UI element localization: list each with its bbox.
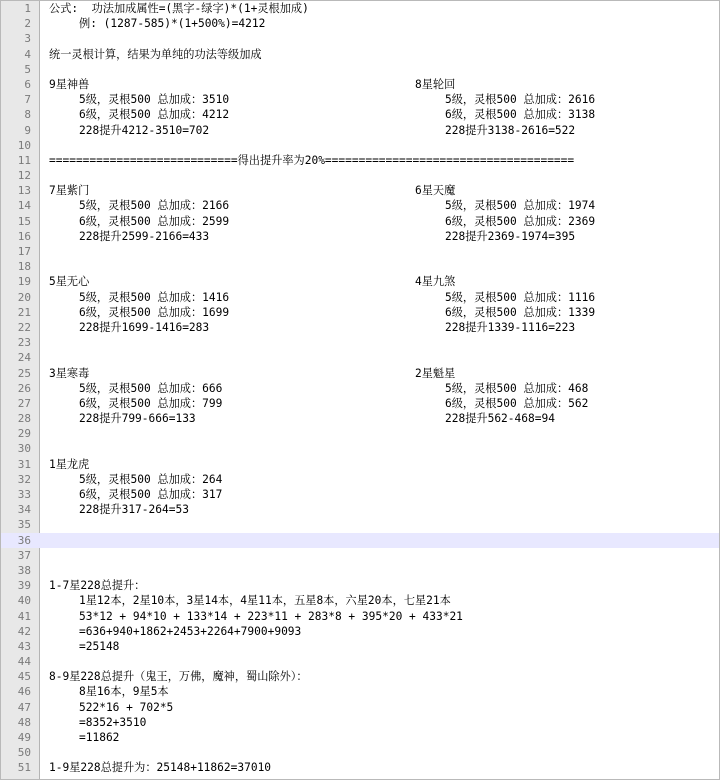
line-number: 7 [24, 93, 31, 107]
editor-line[interactable] [1, 639, 719, 654]
line-number: 24 [17, 351, 31, 365]
line-text: 8星16本，9星5本 [79, 685, 169, 699]
editor-line[interactable] [1, 715, 719, 730]
editor-line[interactable] [1, 168, 719, 183]
line-number: 20 [17, 290, 31, 304]
editor-line[interactable] [1, 214, 719, 229]
line-number: 31 [17, 457, 31, 471]
line-number: 30 [17, 442, 31, 456]
line-number: 22 [17, 320, 31, 334]
editor-line[interactable] [1, 441, 719, 456]
line-text: 5级，灵根500 总加成：3510 [79, 93, 230, 107]
line-number: 43 [17, 639, 31, 653]
line-text: 5级，灵根500 总加成：2166 [79, 199, 230, 213]
line-number: 17 [17, 245, 31, 258]
line-text: 6级，灵根500 总加成：799 [79, 396, 223, 410]
line-number: 19 [17, 275, 31, 289]
editor-line[interactable] [1, 548, 719, 563]
editor-line[interactable] [1, 609, 719, 624]
line-number: 39 [17, 579, 31, 593]
line-text: 6级，灵根500 总加成：1699 [79, 305, 230, 319]
editor-line[interactable] [1, 290, 719, 305]
line-text: 1星12本，2星10本，3星14本，4星11本，五星8本，六星20本，七星21本 [79, 594, 451, 608]
line-number: 27 [17, 396, 31, 410]
line-number: 35 [17, 518, 31, 532]
line-text: 6级，灵根500 总加成：3138 [445, 108, 596, 122]
line-text: 统一灵根计算，结果为单纯的功法等级加成 [49, 47, 262, 61]
line-number: 5 [24, 62, 31, 76]
line-number: 38 [17, 563, 31, 577]
line-number: 28 [17, 412, 31, 426]
editor-line[interactable] [1, 47, 719, 62]
line-text: 228提升3138-2616=522 [445, 123, 576, 137]
line-text: 5级，灵根500 总加成：468 [445, 381, 589, 395]
line-text: 6级，灵根500 总加成：1339 [445, 305, 596, 319]
current-line[interactable] [1, 533, 719, 548]
editor-line[interactable] [1, 62, 719, 77]
editor-line[interactable] [1, 396, 719, 411]
editor-line[interactable] [1, 274, 719, 289]
line-number: 16 [17, 229, 31, 243]
editor-line[interactable] [1, 654, 719, 669]
editor-line[interactable] [1, 578, 719, 593]
editor-line[interactable] [1, 593, 719, 608]
line-text: 6级，灵根500 总加成：4212 [79, 108, 230, 122]
line-text: 228提升317-264=53 [79, 503, 189, 517]
line-text: 2星魁星 [415, 366, 456, 380]
line-number: 9 [24, 123, 31, 137]
editor-line[interactable] [1, 381, 719, 396]
line-number: 12 [17, 169, 31, 183]
line-text: 228提升562-468=94 [445, 412, 555, 426]
line-text: 4星九煞 [415, 275, 456, 289]
line-number: 26 [17, 381, 31, 395]
editor-line[interactable] [1, 502, 719, 517]
line-number: 23 [17, 336, 31, 350]
line-text: 6级，灵根500 总加成：2369 [445, 214, 596, 228]
editor-line[interactable] [1, 77, 719, 92]
line-text: 5级，灵根500 总加成：1974 [445, 199, 596, 213]
line-text: 5级，灵根500 总加成：1116 [445, 290, 596, 304]
line-text: 522*16 + 702*5 [79, 700, 174, 714]
editor-line[interactable] [1, 138, 719, 153]
line-number: 25 [17, 366, 31, 380]
editor-line[interactable] [1, 411, 719, 426]
editor-line[interactable] [1, 1, 719, 16]
line-number: 32 [17, 472, 31, 486]
line-number: 42 [17, 624, 31, 638]
line-text: 3星寒毒 [49, 366, 90, 380]
line-number: 51 [17, 761, 31, 775]
line-text: =8352+3510 [79, 715, 147, 729]
line-number: 47 [17, 700, 31, 714]
line-number: 37 [17, 548, 31, 562]
editor-line[interactable] [1, 350, 719, 365]
line-number: 41 [17, 609, 31, 623]
editor-line[interactable] [1, 16, 719, 31]
line-text: 1-7星228总提升： [49, 579, 146, 593]
line-text: 8-9星228总提升（鬼王，万佛，魔神，蜀山除外）： [49, 670, 308, 684]
line-text: 6级，灵根500 总加成：562 [445, 396, 589, 410]
editor-line[interactable] [1, 517, 719, 532]
editor-line[interactable] [1, 563, 719, 578]
line-text: 公式: 功法加成属性=(黑字-绿字)*(1+灵根加成) [49, 2, 309, 15]
line-number: 2 [24, 17, 31, 31]
editor-line[interactable] [1, 730, 719, 745]
editor-line[interactable] [1, 335, 719, 350]
line-number: 46 [17, 685, 31, 699]
line-text: 9星神兽 [49, 77, 90, 91]
line-number: 44 [17, 655, 31, 669]
editor-line[interactable] [1, 745, 719, 760]
line-text: =11862 [79, 731, 120, 744]
line-text: 228提升1699-1416=283 [79, 320, 210, 334]
line-text: ============================得出提升率为20%===================================== [49, 153, 575, 167]
editor-line[interactable] [1, 472, 719, 487]
editor-line[interactable] [1, 229, 719, 244]
line-text: 5级，灵根500 总加成：2616 [445, 93, 596, 107]
editor-line[interactable] [1, 684, 719, 699]
line-text: 5级，灵根500 总加成：666 [79, 381, 223, 395]
line-number: 8 [24, 108, 31, 122]
line-text: 53*12 + 94*10 + 133*14 + 223*11 + 283*8 + 395*20 + 433*21 [79, 609, 463, 623]
line-number: 3 [24, 32, 31, 46]
editor-line[interactable] [1, 366, 719, 381]
line-number: 50 [17, 746, 31, 760]
editor-line[interactable] [1, 700, 719, 715]
line-text: =25148 [79, 639, 120, 653]
line-text: 7星紫门 [49, 184, 90, 198]
editor-line[interactable] [1, 760, 719, 775]
line-number: 18 [17, 260, 31, 274]
editor-line[interactable] [1, 624, 719, 639]
editor-line[interactable] [1, 305, 719, 320]
line-text: 1星龙虎 [49, 457, 90, 471]
editor-line[interactable] [1, 153, 719, 168]
editor-lines[interactable] [1, 1, 719, 776]
line-text: 6级，灵根500 总加成：317 [79, 488, 223, 501]
editor-line[interactable] [1, 31, 719, 46]
line-number: 40 [17, 594, 31, 608]
line-text: 5级，灵根500 总加成：1416 [79, 290, 230, 304]
editor-line[interactable] [1, 244, 719, 259]
line-number: 14 [17, 199, 31, 213]
line-number: 15 [17, 214, 31, 228]
line-number: 21 [17, 305, 31, 319]
line-number: 29 [17, 427, 31, 441]
line-text: 6星天魔 [415, 184, 456, 198]
line-number: 1 [24, 2, 31, 15]
editor-line[interactable] [1, 457, 719, 472]
line-number: 6 [24, 77, 31, 91]
line-text: 228提升4212-3510=702 [79, 123, 210, 137]
line-text: =636+940+1862+2453+2264+7900+9093 [79, 624, 302, 638]
editor-line[interactable] [1, 92, 719, 107]
line-text: 5级，灵根500 总加成：264 [79, 472, 223, 486]
editor-line[interactable] [1, 107, 719, 122]
line-number: 49 [17, 731, 31, 744]
line-number: 11 [17, 153, 31, 167]
line-text: 6级，灵根500 总加成：2599 [79, 214, 230, 228]
line-number: 33 [17, 488, 31, 501]
editor-line[interactable] [1, 198, 719, 213]
line-text: 228提升2369-1974=395 [445, 229, 576, 243]
line-text: 228提升2599-2166=433 [79, 229, 210, 243]
editor-line[interactable] [1, 320, 719, 335]
editor-line[interactable] [1, 426, 719, 441]
line-text: 1-9星228总提升为：25148+11862=37010 [49, 761, 272, 775]
editor-line[interactable] [1, 669, 719, 684]
line-text: 228提升799-666=133 [79, 412, 196, 426]
line-number: 34 [17, 503, 31, 517]
line-text: 228提升1339-1116=223 [445, 320, 576, 334]
line-number: 45 [17, 670, 31, 684]
line-number: 36 [17, 533, 31, 547]
line-text: 例: (1287-585)*(1+500%)=4212 [79, 17, 266, 31]
editor-line[interactable] [1, 183, 719, 198]
line-number: 48 [17, 715, 31, 729]
editor-line[interactable] [1, 487, 719, 502]
line-text: 8星轮回 [415, 77, 456, 91]
line-text: 5星无心 [49, 275, 90, 289]
editor-line[interactable] [1, 259, 719, 274]
line-number: 10 [17, 138, 31, 152]
line-number: 13 [17, 184, 31, 198]
editor-line[interactable] [1, 123, 719, 138]
line-number: 4 [24, 47, 31, 61]
